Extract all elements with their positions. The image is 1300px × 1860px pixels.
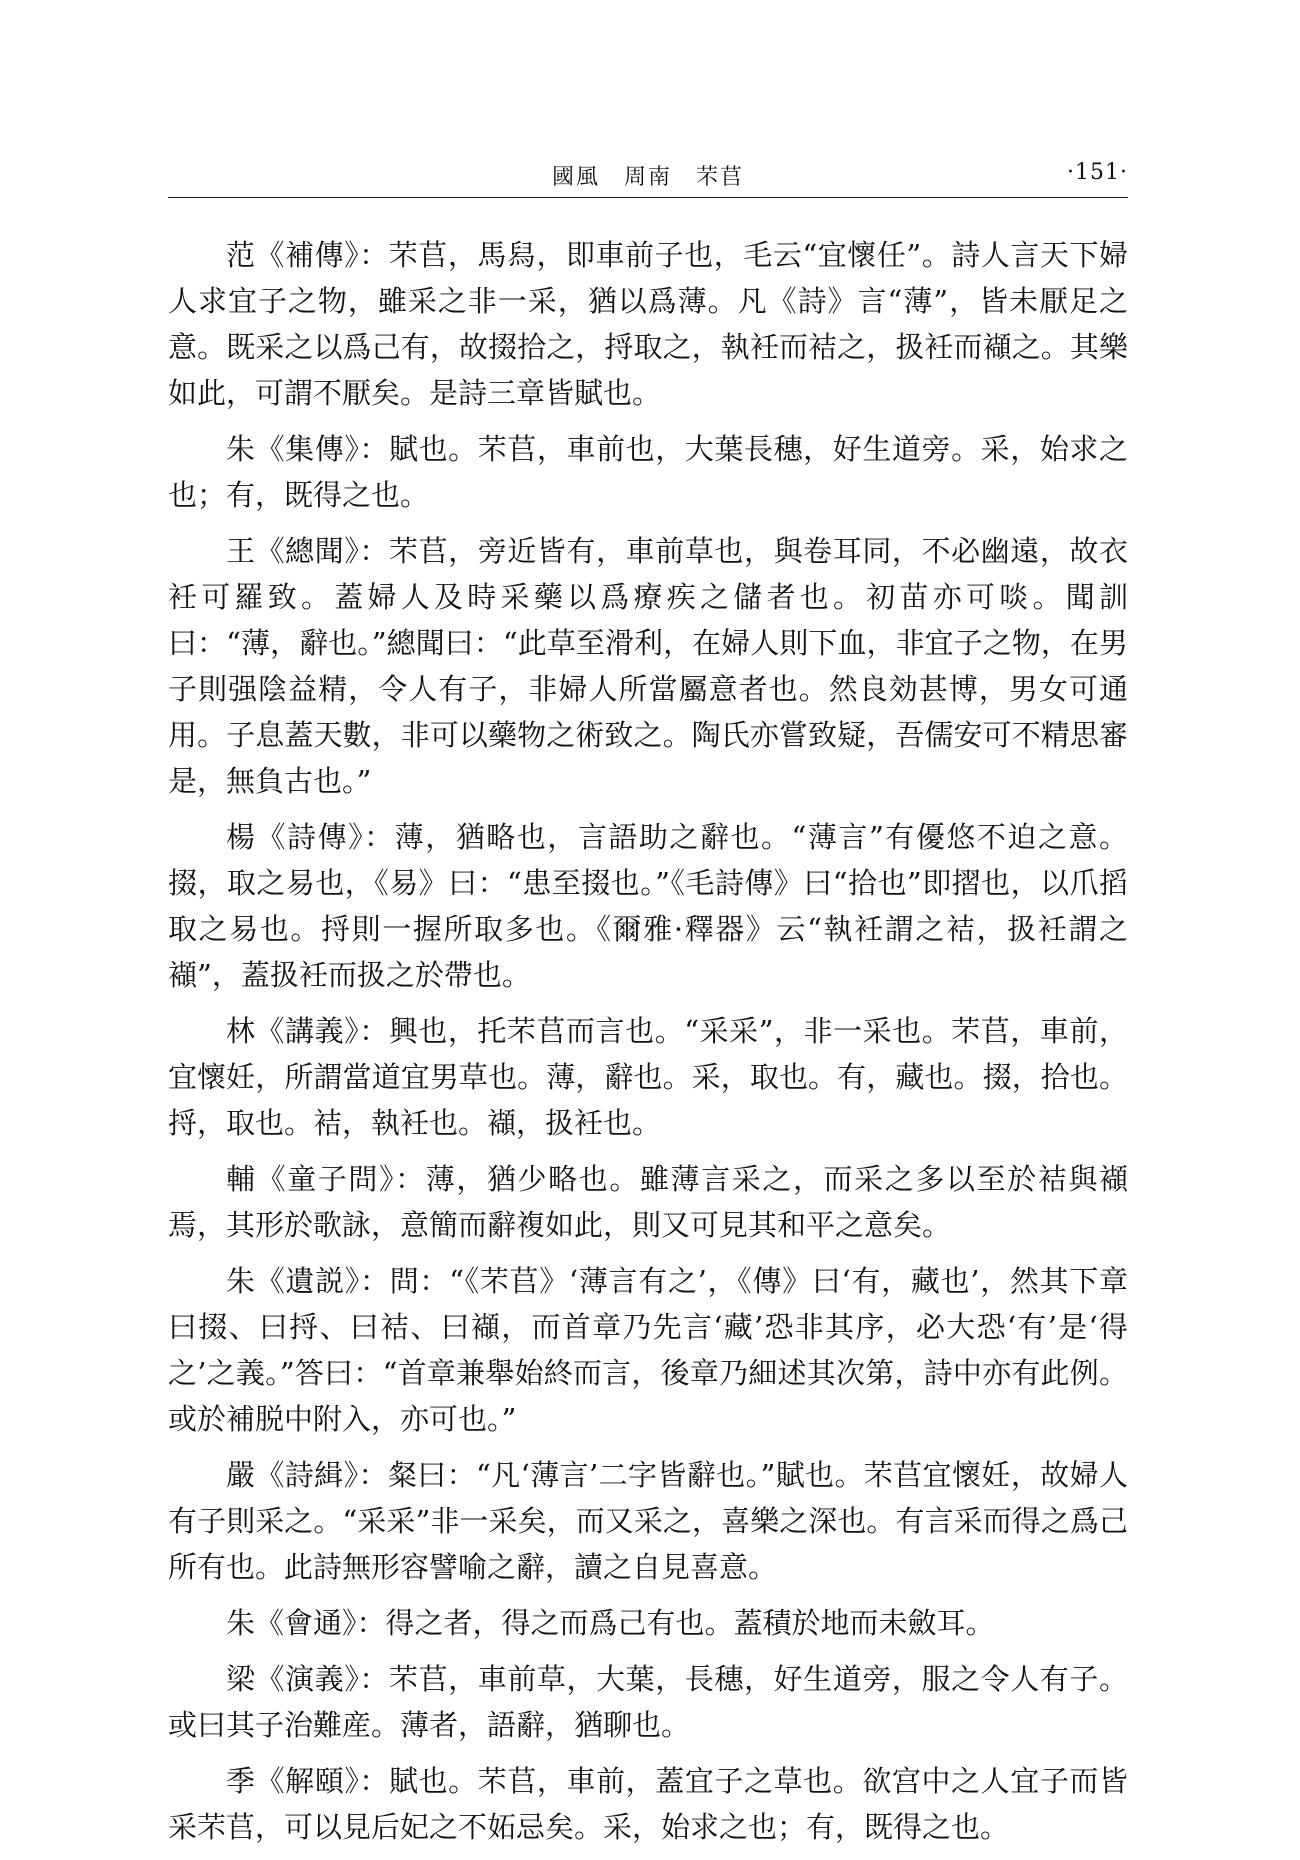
paragraph-fu-tongziwen: 輔《童子問》：薄，猶少略也。雖薄言采之，而采之多以至於袺與襭焉，其形於歌詠，意簡而辭複如此，則又可見其和平之意矣。 bbox=[168, 1162, 1128, 1242]
page-number: ·151· bbox=[1067, 160, 1128, 185]
paragraph-yan-shiji: 嚴《詩緝》：粲曰：“凡‘薄言’二字皆辭也。”賦也。芣苢宜懷妊，故婦人有子則采之。“采采”非一采矣，而又采之，喜樂之深也。有言采而得之爲己所有也。此詩無形容譬喻之辭，讀之自見喜意。 bbox=[168, 1458, 1128, 1584]
paragraph-lin-jiangyi: 林《講義》：興也，托芣苢而言也。“采采”，非一采也。芣苢，車前，宜懷妊，所謂當道宜男草也。薄，辭也。采，取也。有，藏也。掇，拾也。捋，取也。袺，執衽也。襭，扱衽也。 bbox=[168, 1014, 1128, 1140]
running-header bbox=[168, 160, 1128, 196]
paragraph-liang-yanyi: 梁《演義》：芣苢，車前草，大葉，長穗，好生道旁，服之令人有子。或曰其子治難産。薄者，語辭，猶聊也。 bbox=[168, 1662, 1128, 1742]
paragraph-wang-zongwen: 王《總聞》：芣苢，旁近皆有，車前草也，與卷耳同，不必幽遠，故衣衽可羅致。蓋婦人及時采藥以爲療疾之儲者也。初苗亦可啖。聞訓曰：“薄，辭也。”總聞曰：“此草至滑利，在婦人則下血，非宜子之物，在男子則强陰益精，令人有子，非婦人所當屬意者也。然良効甚博，男女可通用。子息蓋天數，非可以藥物之術致之。陶氏亦嘗致疑，吾儒安可不精思審是，無負古也。” bbox=[168, 534, 1128, 798]
body-text bbox=[168, 232, 1128, 1860]
paragraph-zhu-jizhuan: 朱《集傳》：賦也。芣苢，車前也，大葉長穗，好生道旁。采，始求之也；有，既得之也。 bbox=[168, 432, 1128, 512]
header-rule bbox=[168, 197, 1128, 198]
paragraph-fan-buzhuan: 范《補傳》：芣苢，馬舄，即車前子也，毛云“宜懷任”。詩人言天下婦人求宜子之物，雖采之非一采，猶以爲薄。凡《詩》言“薄”，皆未厭足之意。既采之以爲己有，故掇拾之，捋取之，執衽而袺之，扱衽而襭之。其樂如此，可謂不厭矣。是詩三章皆賦也。 bbox=[168, 238, 1128, 410]
paragraph-yang-shizhuan: 楊《詩傳》：薄，猶略也，言語助之辭也。“薄言”有優悠不迫之意。掇，取之易也，《易》曰：“患至掇也。”《毛詩傳》曰“拾也”即摺也，以爪搯取之易也。捋則一握所取多也。《爾雅·釋器》云“執衽謂之袺，扱衽謂之襭”，蓋扱衽而扱之於帶也。 bbox=[168, 820, 1128, 992]
paragraph-ji-jieyi: 季《解頤》：賦也。芣苢，車前，蓋宜子之草也。欲宫中之人宜子而皆采芣苢，可以見后妃之不妬忌矣。采，始求之也；有，既得之也。 bbox=[168, 1764, 1128, 1844]
running-title: 國風 周南 芣苢 bbox=[551, 165, 744, 190]
paragraph-zhu-huitong: 朱《會通》：得之者，得之而爲己有也。蓋積於地而未斂耳。 bbox=[226, 1606, 995, 1640]
paragraph-zhu-yishuo: 朱《遺説》：問：“《芣苢》‘薄言有之’，《傳》曰‘有，藏也’，然其下章曰掇、曰捋、曰袺、曰襭，而首章乃先言‘藏’恐非其序，必大恐‘有’是‘得之’之義。”答曰：“首章兼舉始終而言，後章乃細述其次第，詩中亦有此例。或於補脱中附入，亦可也。” bbox=[168, 1264, 1128, 1436]
